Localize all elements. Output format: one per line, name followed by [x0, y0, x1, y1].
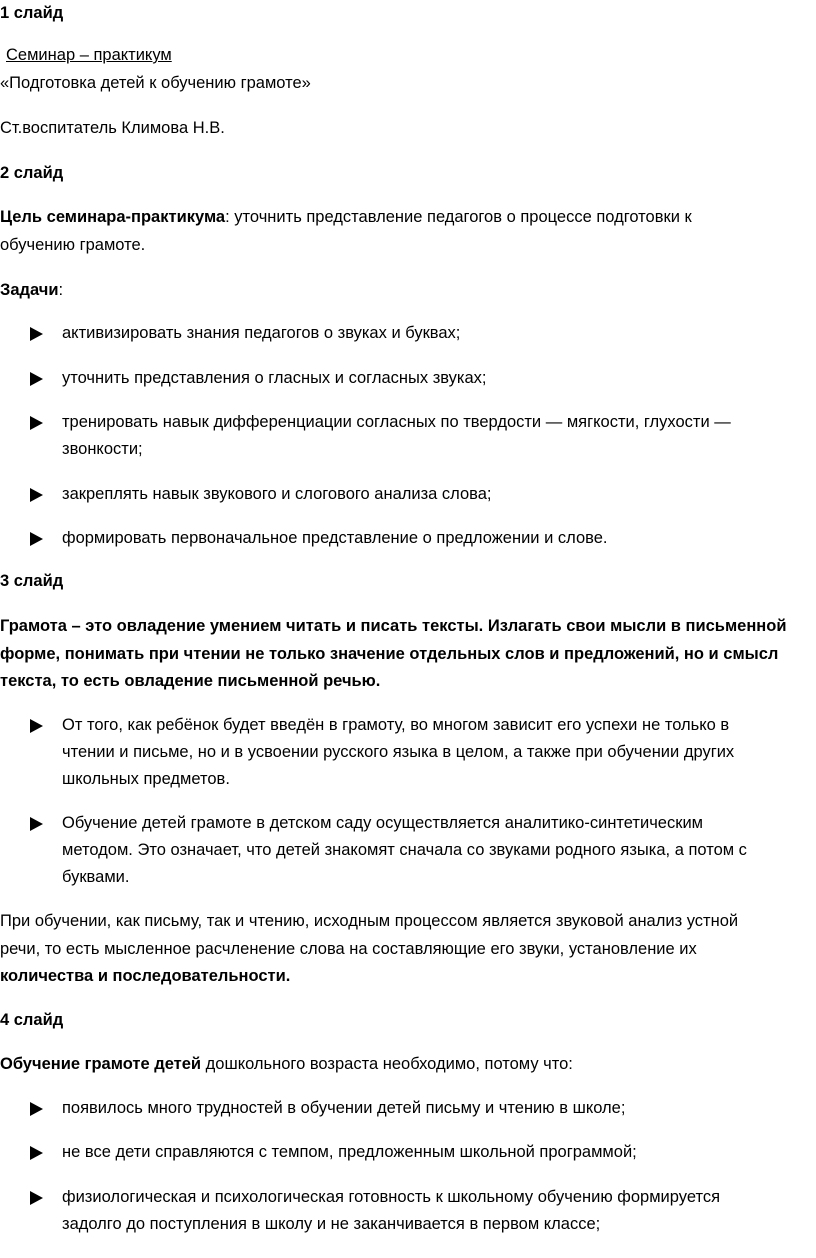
- bullet-arrow-icon: [0, 527, 20, 549]
- definition-line1: Грамота – это овладение умением читать и писать тексты. Излагать свои мысли в письменной: [0, 617, 787, 635]
- author-line: Ст.воспитатель Климова Н.В.: [0, 119, 225, 137]
- slide4-intro: [0, 1053, 573, 1075]
- slide4-bullet: появилось много трудностей в обучении детей письму и чтению в школе;: [62, 1099, 626, 1117]
- seminar-subtitle: «Подготовка детей к обучению грамоте»: [0, 74, 311, 92]
- paragraph-line2: речи, то есть мысленное расчленение слова на составляющие его звуки, установление их: [0, 940, 697, 958]
- task-item: активизировать знания педагогов о звуках и буквах;: [62, 324, 461, 342]
- slide4-heading: 4 слайд: [0, 1011, 64, 1029]
- slide4-bullet: физиологическая и психологическая готовность к школьному обучению формируется: [62, 1188, 721, 1206]
- slide3-bullet-cont: методом. Это означает, что детей знакомят сначала со звуками родного языка, а потом с: [62, 841, 747, 859]
- seminar-title: Семинар – практикум: [6, 46, 172, 64]
- task-item: закреплять навык звукового и слогового анализа слова;: [62, 485, 492, 503]
- slide3-bullet-cont: школьных предметов.: [62, 770, 230, 788]
- task-item: формировать первоначальное представление о предложении и слове.: [62, 529, 608, 547]
- slide3-bullet: Обучение детей грамоте в детском саду осуществляется аналитико-синтетическим: [62, 814, 704, 832]
- slide4-bullet-cont: задолго до поступления в школу и не заканчивается в первом классе;: [62, 1215, 601, 1233]
- definition-line2: форме, понимать при чтении не только значение отдельных слов и предложений, но и смысл: [0, 645, 779, 663]
- goal-text-cont: обучению грамоте.: [0, 236, 146, 254]
- slide3-bullet: От того, как ребёнок будет введён в грамоту, во многом зависит его успехи не только в: [62, 716, 730, 734]
- bullet-arrow-icon: [0, 1141, 20, 1163]
- bullet-arrow-icon: [0, 1186, 20, 1208]
- goal-line: [0, 206, 692, 228]
- definition-line3: текста, то есть овладение письменной речью.: [0, 672, 381, 690]
- intro-rest: дошкольного возраста необходимо, потому что:: [201, 1055, 573, 1073]
- tasks-line: [0, 279, 63, 301]
- goal-text: : уточнить представление педагогов о процессе подготовки к: [225, 208, 692, 226]
- task-item: уточнить представления о гласных и согласных звуках;: [62, 369, 487, 387]
- bullet-arrow-icon: [0, 367, 20, 389]
- goal-label: Цель семинара-практикума: [0, 208, 226, 226]
- paragraph-line1: При обучении, как письму, так и чтению, исходным процессом является звуковой анализ устной: [0, 912, 739, 930]
- bullet-arrow-icon: [0, 1097, 20, 1119]
- slide2-heading: 2 слайд: [0, 164, 64, 182]
- task-item-cont: звонкости;: [62, 440, 143, 458]
- bullet-arrow-icon: [0, 411, 20, 433]
- slide4-bullet: не все дети справляются с темпом, предложенным школьной программой;: [62, 1143, 637, 1161]
- slide1-heading: 1 слайд: [0, 4, 64, 22]
- bullet-arrow-icon: [0, 714, 20, 736]
- slide3-bullet-cont: буквами.: [62, 868, 130, 886]
- slide3-bullet-cont: чтении и письме, но и в усвоении русского языка в целом, а также при обучении других: [62, 743, 735, 761]
- intro-bold: Обучение грамоте детей: [0, 1055, 202, 1073]
- bullet-arrow-icon: [0, 322, 20, 344]
- tasks-colon: :: [58, 281, 64, 299]
- task-item: тренировать навык дифференциации согласных по твердости — мягкости, глухости —: [62, 413, 731, 431]
- bullet-arrow-icon: [0, 483, 20, 505]
- slide3-heading: 3 слайд: [0, 572, 64, 590]
- paragraph-line3: количества и последовательности.: [0, 967, 291, 985]
- tasks-label: Задачи: [0, 281, 59, 299]
- bullet-arrow-icon: [0, 812, 20, 834]
